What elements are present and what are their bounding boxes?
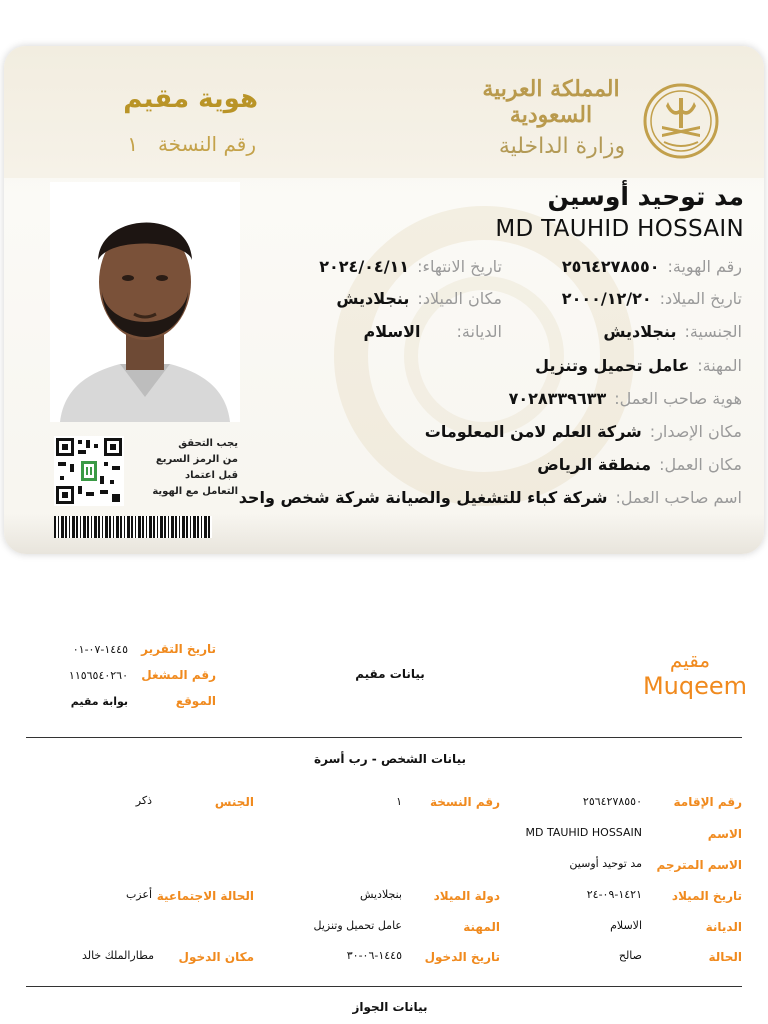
barcode [54, 516, 212, 538]
report-header-title: بيانات مقيم [355, 667, 425, 681]
qr-code-icon [54, 436, 124, 506]
holder-name-arabic: مد توحيد أوسين [547, 182, 744, 211]
passport-section-title: بيانات الجواز [352, 1000, 428, 1014]
meta-value: ١١٥٦٥٤٠٢٦٠ [68, 669, 128, 682]
person-label: تاريخ الميلاد [671, 889, 742, 903]
person-value: ٢٥٦٤٢٧٨٥٥٠ [582, 795, 642, 808]
person-label: رقم الإقامة [673, 795, 742, 809]
holder-name-english: MD TAUHID HOSSAIN [495, 216, 744, 242]
card-version-value: ١ [127, 132, 138, 156]
field-birthplace: مكان الميلاد:بنجلاديش [336, 289, 502, 308]
meta-value: ١٤٤٥-٠٧-٠١ [72, 643, 128, 656]
person-value: مطارالملك خالد [81, 949, 154, 962]
person-value: بنجلاديش [359, 888, 402, 901]
card-version [36, 132, 256, 156]
person-value: أعزب [125, 888, 152, 901]
kingdom-name: المملكة العربية السعودية [482, 76, 620, 128]
person-value: ذكر [135, 794, 152, 807]
field-employer-id: هوية صاحب العمل:٧٠٢٨٣٣٩٦٣٣ [508, 389, 742, 408]
person-label: الاسم [707, 827, 742, 841]
person-label: مكان الدخول [178, 950, 254, 964]
person-label: الاسم المترجم [656, 858, 742, 872]
person-value: ١ [396, 795, 402, 808]
field-id-number: رقم الهوية:٢٥٦٤٢٧٨٥٥٠ [561, 257, 742, 276]
person-value: ١٤٤٥-٠٦-٣٠ [346, 949, 402, 962]
person-label: تاريخ الدخول [424, 950, 500, 964]
resident-id-card [4, 46, 764, 554]
person-label: المهنة [463, 920, 500, 934]
person-value: ١٤٢١-٠٩-٢٤ [586, 888, 642, 901]
field-issue-place: مكان الإصدار:شركة العلم لامن المعلومات [424, 422, 742, 441]
ministry-name: وزارة الداخلية [498, 134, 626, 159]
qr-note-line: يجب التحقق [178, 438, 238, 449]
meta-label: الموقع [175, 694, 216, 708]
field-work-place: مكان العمل:منطقة الرياض [537, 455, 742, 474]
meta-value: بوابة مقيم [70, 695, 128, 708]
muqeem-logo-arabic: مقيم [669, 648, 711, 672]
qr-note-line: قبل اعتماد [185, 470, 238, 481]
person-section-title: بيانات الشخص - رب أسرة [314, 752, 466, 766]
field-expiry: تاريخ الانتهاء:٢٠٢٤/٠٤/١١ [319, 257, 502, 276]
report-divider [26, 986, 742, 987]
holder-photo [50, 182, 240, 422]
person-value: MD TAUHID HOSSAIN [525, 826, 642, 839]
person-value: مد توحيد أوسين [569, 857, 642, 870]
person-value: عامل تحميل وتنزيل [313, 919, 402, 932]
qr-note-line: من الرمز السريع [155, 454, 238, 465]
field-dob: تاريخ الميلاد:٢٠٠٠/١٢/٢٠ [561, 289, 742, 308]
person-label: رقم النسخة [429, 795, 500, 809]
qr-note-line: التعامل مع الهوية [152, 486, 238, 497]
meta-label: تاريخ التقرير [141, 642, 216, 656]
person-label: الجنس [214, 795, 254, 809]
field-nationality: الجنسية:بنجلاديش [603, 322, 742, 341]
muqeem-logo-english: Muqeem [642, 672, 748, 700]
person-value: صالح [618, 949, 642, 962]
person-label: الديانة [705, 920, 742, 934]
person-label: دولة الميلاد [433, 889, 500, 903]
person-label: الحالة [708, 950, 742, 964]
field-employer-name: اسم صاحب العمل:شركة كباء للتشغيل والصيانة شركة شخص واحد [238, 488, 742, 507]
card-title: هوية مقيم [123, 84, 258, 114]
field-occupation: المهنة:عامل تحميل وتنزيل [535, 356, 742, 375]
field-religion: الديانة:الاسلام [363, 322, 502, 341]
qr-verification-note [128, 436, 238, 500]
saudi-emblem-icon [642, 82, 720, 160]
card-version-label: رقم النسخة [157, 132, 256, 156]
report-divider [26, 737, 742, 738]
person-label: الحالة الاجتماعية [156, 889, 254, 903]
person-value: الاسلام [610, 919, 642, 932]
meta-label: رقم المشغل [141, 668, 216, 682]
